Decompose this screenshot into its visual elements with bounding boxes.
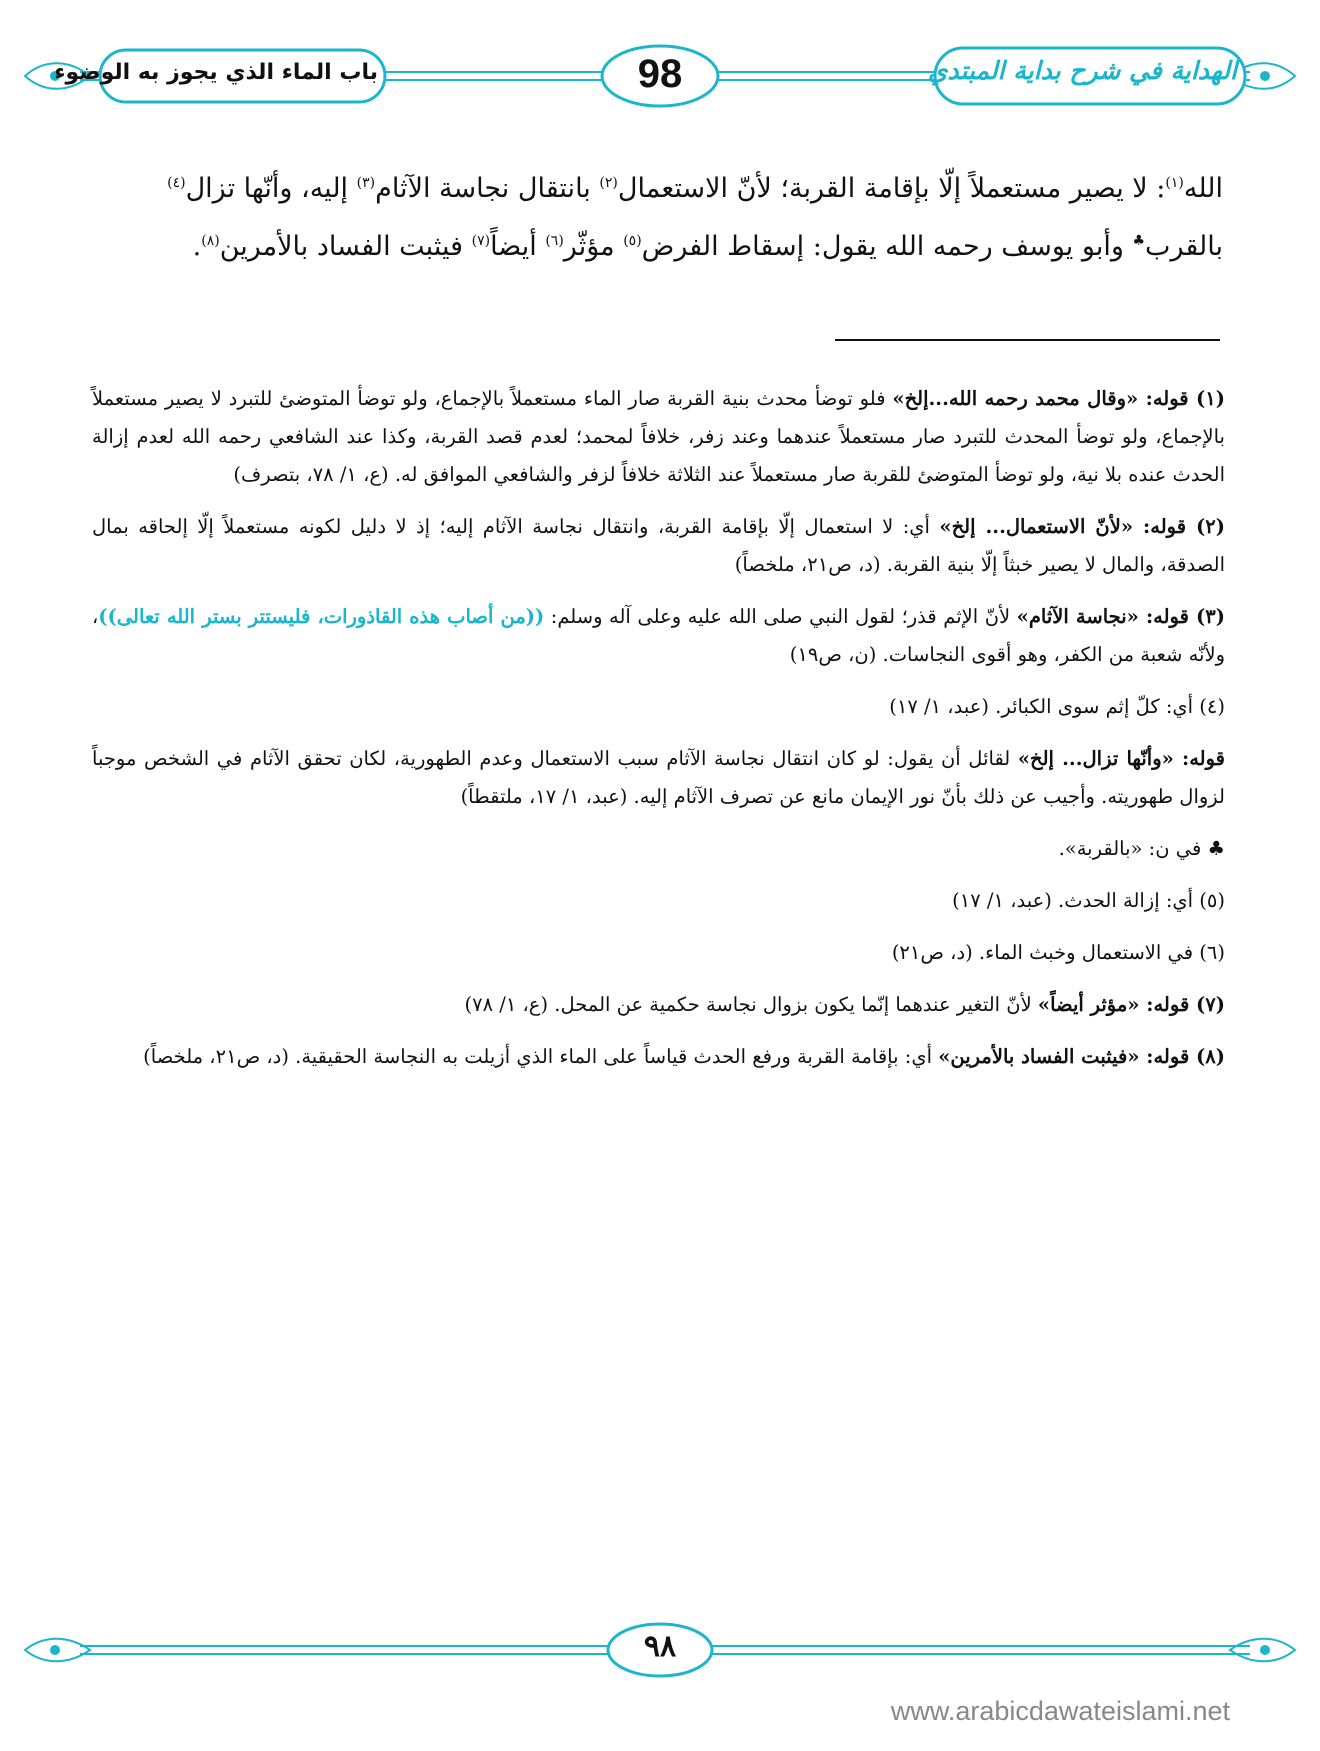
page-header bbox=[0, 0, 1320, 160]
main-line-1: الله$^{(١)}$: لا يصير مستعملاً إلّا بإقامة القربة؛ لأنّ الاستعمال$^{(٢)}$ بانتقال نجاسة الآثام$^{(٣)}$ إليه، وأنّها تزال$^{(٤)}$ bbox=[167, 173, 1223, 204]
footnote-4b: قوله: «وأنّها تزال... إلخ» لقائل أن يقول: لو كان انتقال نجاسة الآثام سبب الاستعمال وعدم الطهورية، لكان تحقق الآثام في الشخص موجباً لزوال طهوريته. وأجيب عن ذلك بأنّ نور الإيمان مانع عن تصرف الآثام إليه. (عبد، ١/ ١٧، ملتقطاً) bbox=[92, 747, 1225, 808]
footnote-8: (٨) قوله: «فيثبت الفساد بالأمرين» أي: بإقامة القربة ورفع الحدث قياساً على الماء الذي أزيلت به النجاسة الحقيقية. (د، ص٢١، ملخصاً) bbox=[143, 1045, 1225, 1068]
footnote-star: ♣ في ن: «بالقربة». bbox=[1058, 837, 1225, 860]
footnote-1: (١) قوله: «وقال محمد رحمه الله...إلخ» فلو توضأ محدث بنية القربة صار الماء مستعملاً بالإجماع، ولو توضأ المتوضئ للتبرد لا يصير مستعملاً بالإجماع، ولو توضأ المحدث للتبرد صار مستعملاً عندهما وعند زفر، خلافاً لمحمد؛ لعدم قصد القربة، وكذا عند الشافعي رحمه الله لعدم إزالة الحدث عنده بلا نية، ولو توضأ المتوضئ للقربة صار مستعملاً عند الثلاثة خلافاً لزفر والشافعي الموافق له. (ع، ١/ ٧٨، بتصرف) bbox=[92, 387, 1225, 486]
footnote-3: (٣) قوله: «نجاسة الآثام» لأنّ الإثم قذر؛ لقول النبي صلى الله عليه وعلى آله وسلم: ((من أصاب هذه القاذورات، فليستتر بستر الله تعالى))، ولأنّه شعبة من الكفر، وهو أقوى النجاسات. (ن، ص١٩) bbox=[92, 605, 1225, 666]
footnotes bbox=[92, 380, 1225, 1090]
book-title: الهداية في شرح بداية المبتدي bbox=[927, 56, 1237, 85]
page-number: 98 bbox=[637, 52, 683, 96]
footnote-7: (٧) قوله: «مؤثر أيضاً» لأنّ التغير عندهما إنّما يكون بزوال نجاسة حكمية عن المحل. (ع، ١/ ٧٨) bbox=[464, 993, 1225, 1016]
footnote-6: (٦) في الاستعمال وخبث الماء. (د، ص٢١) bbox=[891, 941, 1225, 964]
chapter-title: باب الماء الذي يجوز به الوضوء bbox=[54, 60, 378, 85]
hadith-quote: ((من أصاب هذه القاذورات، فليستتر بستر الله تعالى)) bbox=[98, 605, 545, 628]
footnote-separator bbox=[835, 339, 1220, 341]
footnote-5: (٥) أي: إزالة الحدث. (عبد، ١/ ١٧) bbox=[952, 889, 1225, 912]
website-link[interactable]: www.arabicdawateislami.net bbox=[890, 1696, 1230, 1726]
page-footer bbox=[0, 1620, 1320, 1751]
footnote-2: (٢) قوله: «لأنّ الاستعمال... إلخ» أي: لا استعمال إلّا بإقامة القربة، وانتقال نجاسة الآثام إليه؛ إذ لا دليل لكونه مستعملاً إلّا إلحاقه بمال الصدقة، والمال لا يصير خبثاً إلّا بنية القربة. (د، ص٢١، ملخصاً) bbox=[92, 515, 1225, 576]
footnote-4: (٤) أي: كلّ إثم سوى الكبائر. (عبد، ١/ ١٧) bbox=[889, 695, 1225, 718]
footer-page-number: ٩٨ bbox=[643, 1629, 677, 1664]
main-line-2: بالقرب♣ وأبو يوسف رحمه الله يقول: إسقاط الفرض$^{(٥)}$ مؤثّر$^{(٦)}$ أيضاً$^{(٧)}$ فيثبت الفساد بالأمرين$^{(٨)}$. bbox=[192, 231, 1223, 262]
main-text bbox=[98, 160, 1223, 276]
